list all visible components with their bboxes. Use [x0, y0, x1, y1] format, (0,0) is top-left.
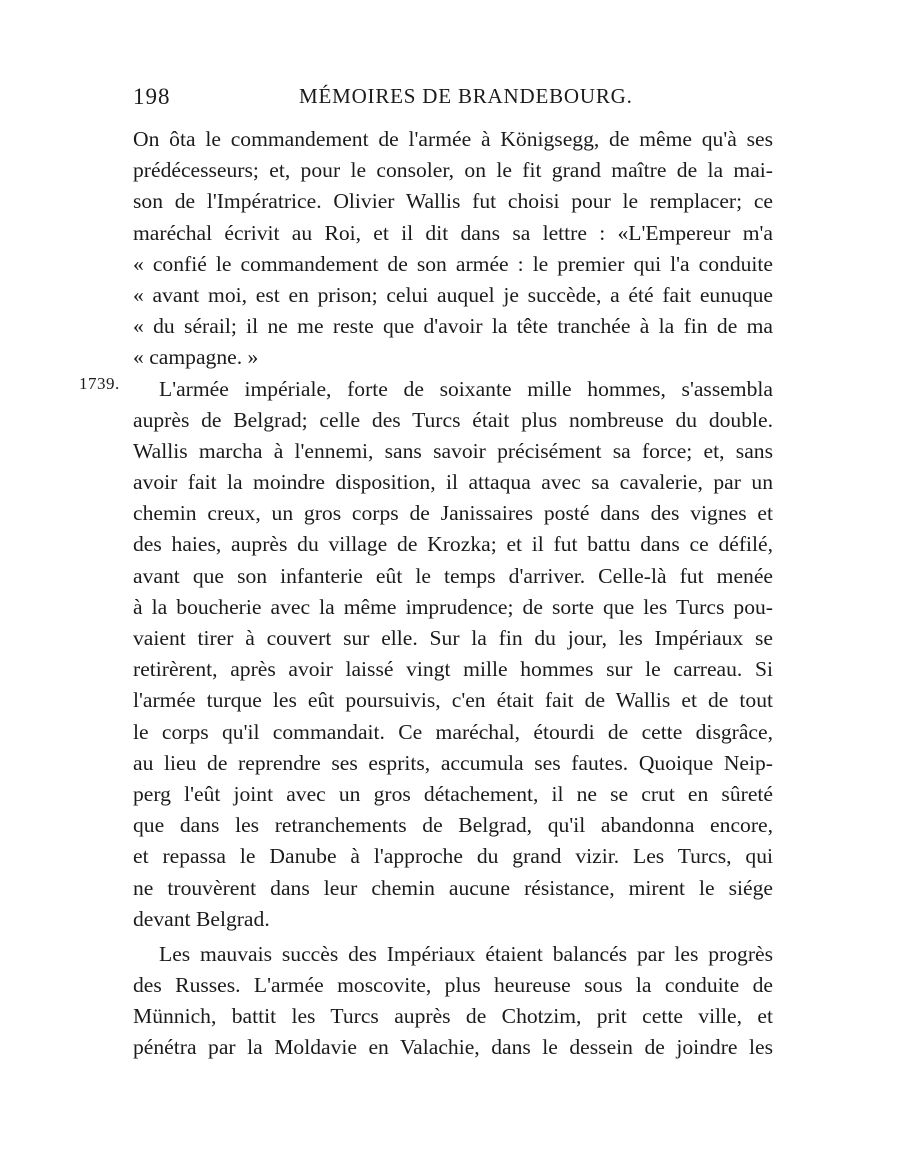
text-line: devant Belgrad.: [133, 906, 270, 931]
text-line: On ôta le commandement de l'armée à Königsegg, de même qu'à ses: [133, 127, 773, 151]
text-line: Münnich, battit les Turcs auprès de Chotzim, prit cette ville, et: [133, 1004, 773, 1029]
text-line: « avant moi, est en prison; celui auquel je succède, a été fait eunuque: [133, 282, 773, 307]
body-text: [133, 124, 773, 1064]
text-line: des haies, auprès du village de Krozka; et il fut battu dans ce défilé,: [133, 532, 773, 557]
text-line: l'armée turque les eût poursuivis, c'en était fait de Wallis et de tout: [133, 688, 773, 713]
text-line: auprès de Belgrad; celle des Turcs était plus nombreuse du double.: [133, 407, 773, 432]
paragraph-3: [133, 939, 773, 1064]
text-line: et repassa le Danube à l'approche du grand vizir. Les Turcs, qui: [133, 844, 773, 869]
text-line: perg l'eût joint avec un gros détachement, il ne se crut en sûreté: [133, 781, 773, 806]
text-line: Wallis marcha à l'ennemi, sans savoir précisément sa force; et, sans: [133, 438, 773, 463]
text-line: maréchal écrivit au Roi, et il dit dans sa lettre : «L'Empereur m'a: [133, 220, 773, 245]
page-header: [133, 84, 773, 116]
text-line: L'armée impériale, forte de soixante mille hommes, s'assembla: [159, 376, 773, 401]
text-line: que dans les retranchements de Belgrad, qu'il abandonna encore,: [133, 813, 773, 838]
text-line: pénétra par la Moldavie en Valachie, dans le dessein de joindre les: [133, 1035, 773, 1060]
text-line: au lieu de reprendre ses esprits, accumula ses fautes. Quoique Neip-: [133, 750, 773, 775]
paragraph-2: [133, 374, 773, 935]
text-line: retirèrent, après avoir laissé vingt mille hommes sur le carreau. Si: [133, 657, 773, 682]
text-line: prédécesseurs; et, pour le consoler, on le fit grand maître de la mai-: [133, 158, 773, 183]
text-line: « du sérail; il ne me reste que d'avoir la tête tranchée à la fin de ma: [133, 314, 773, 339]
text-line: « confié le commandement de son armée : le premier qui l'a conduite: [133, 251, 773, 276]
page-number: 198: [133, 84, 171, 109]
text-line: son de l'Impératrice. Olivier Wallis fut choisi pour le remplacer; ce: [133, 189, 773, 214]
text-line: Les mauvais succès des Impériaux étaient balancés par les progrès: [159, 941, 773, 966]
text-line: chemin creux, un gros corps de Janissaires posté dans des vignes et: [133, 501, 773, 526]
paragraph-1: [133, 124, 773, 374]
text-line: « campagne. »: [133, 345, 259, 370]
text-line: des Russes. L'armée moscovite, plus heureuse sous la conduite de: [133, 973, 773, 998]
text-line: avant que son infanterie eût le temps d'arriver. Celle-là fut menée: [133, 563, 773, 588]
text-line: vaient tirer à couvert sur elle. Sur la fin du jour, les Impériaux se: [133, 626, 773, 650]
text-line: à la boucherie avec la même imprudence; de sorte que les Turcs pou-: [133, 594, 773, 619]
text-line: ne trouvèrent dans leur chemin aucune résistance, mirent le siége: [133, 875, 773, 900]
text-line: avoir fait la moindre disposition, il attaqua avec sa cavalerie, par un: [133, 470, 773, 495]
text-line: le corps qu'il commandait. Ce maréchal, étourdi de cette disgrâce,: [133, 719, 773, 744]
margin-year-note: 1739.: [79, 374, 120, 393]
running-title: MÉMOIRES DE BRANDEBOURG.: [299, 84, 633, 108]
